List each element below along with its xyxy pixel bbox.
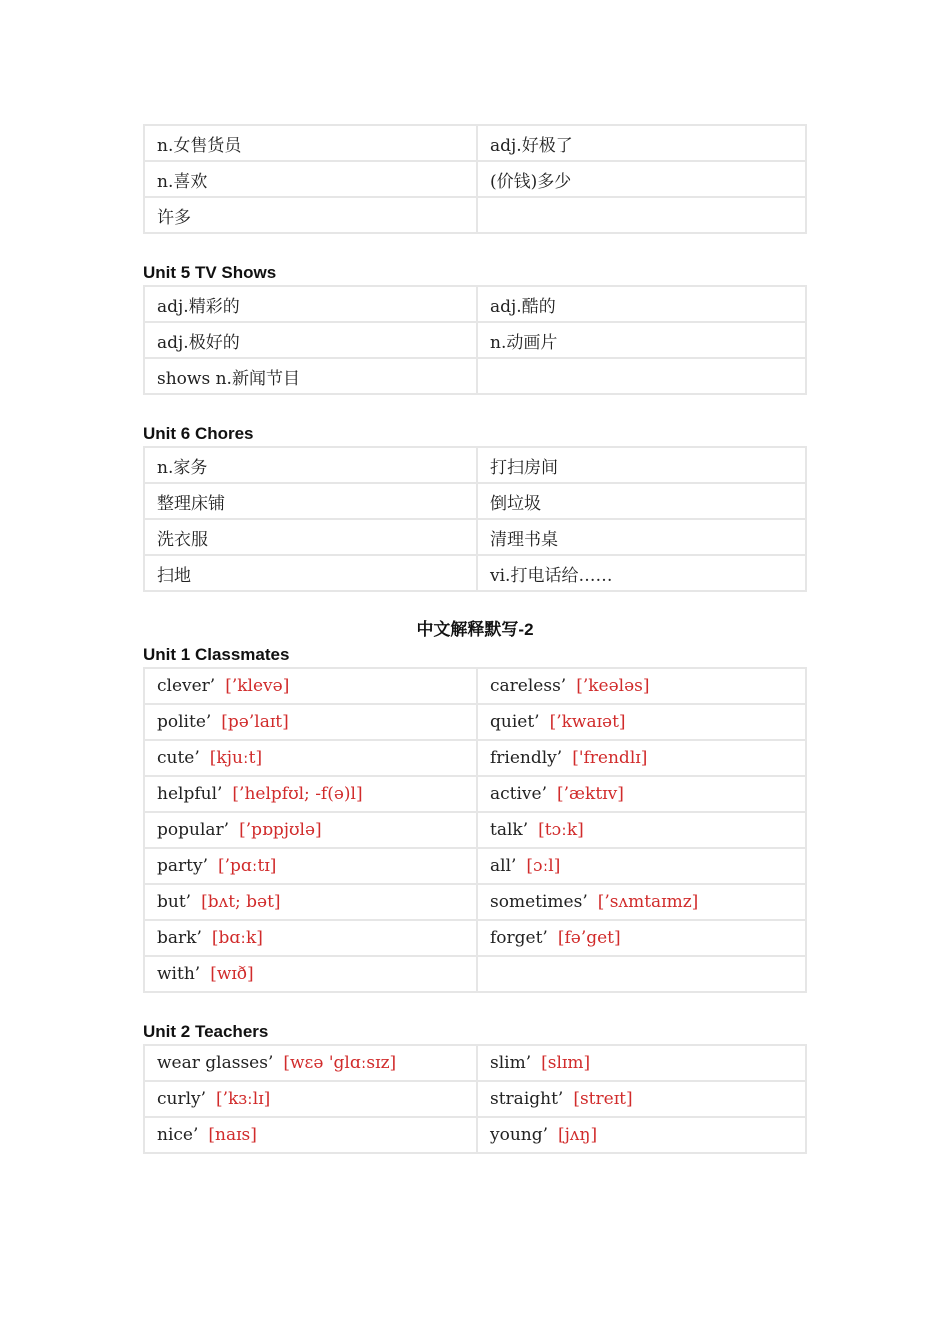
word: popular’	[157, 820, 230, 840]
phonetic: [kjuːt]	[209, 748, 263, 768]
phonetic: [slɪm]	[541, 1053, 591, 1073]
table-cell: 打扫房间	[477, 447, 806, 483]
table-row	[144, 812, 806, 848]
phonetic: [bʌt; bət]	[201, 892, 281, 912]
table-cell: n.动画片	[477, 322, 806, 358]
table-cell	[477, 776, 806, 812]
table-cell	[477, 956, 806, 992]
table-cell: adj.好极了	[477, 125, 806, 161]
table-cell: adj.精彩的	[144, 286, 477, 322]
word: helpful’	[157, 784, 223, 804]
table-cell: shows n.新闻节目	[144, 358, 477, 394]
word: friendly’	[490, 748, 563, 768]
table-row	[144, 555, 806, 591]
table-row	[144, 920, 806, 956]
table-cell: 倒垃圾	[477, 483, 806, 519]
phonetic: [’æktɪv]	[557, 784, 624, 804]
table-cell	[477, 884, 806, 920]
table-cell	[144, 704, 477, 740]
word: curly’	[157, 1089, 207, 1109]
table-cell	[144, 668, 477, 704]
phonetic: [tɔːk]	[538, 820, 584, 840]
table-cell	[477, 1081, 806, 1117]
unit2-heading: Unit 2 Teachers	[143, 1022, 269, 1041]
table-cell: 扫地	[144, 555, 477, 591]
vocab-table-unit2	[143, 1044, 807, 1154]
table-cell: adj.酷的	[477, 286, 806, 322]
table-row	[144, 161, 806, 197]
table-cell: adj.极好的	[144, 322, 477, 358]
table-cell: n.家务	[144, 447, 477, 483]
table-cell: vi.打电话给……	[477, 555, 806, 591]
word: quiet’	[490, 712, 540, 732]
table-cell: n.喜欢	[144, 161, 477, 197]
document-page	[143, 124, 807, 1154]
table-cell	[477, 704, 806, 740]
table-cell	[477, 1045, 806, 1081]
table-cell	[477, 668, 806, 704]
word: active’	[490, 784, 547, 804]
word: bark’	[157, 928, 202, 948]
table-cell	[144, 956, 477, 992]
word: party’	[157, 856, 208, 876]
word: straight’	[490, 1089, 564, 1109]
table-cell	[144, 1081, 477, 1117]
table-cell	[144, 776, 477, 812]
table-row	[144, 519, 806, 555]
phonetic: [streɪt]	[573, 1089, 633, 1109]
word: cute’	[157, 748, 200, 768]
table-row	[144, 197, 806, 233]
table-cell: 许多	[144, 197, 477, 233]
table-cell	[144, 740, 477, 776]
table-cell: (价钱)多少	[477, 161, 806, 197]
phonetic: [wɛə 'glɑːsɪz]	[283, 1053, 397, 1073]
vocab-table-a	[143, 124, 807, 234]
phonetic: [’pɒpjʊlə]	[239, 820, 322, 840]
table-cell	[144, 884, 477, 920]
table-row	[144, 848, 806, 884]
phonetic: [fə’get]	[557, 928, 621, 948]
word: young’	[490, 1125, 549, 1145]
unit5-heading: Unit 5 TV Shows	[143, 263, 277, 282]
word: wear glasses’	[157, 1053, 274, 1073]
table-row	[144, 1045, 806, 1081]
phonetic: [’klevə]	[225, 676, 290, 696]
table-cell	[477, 197, 806, 233]
table-cell	[477, 848, 806, 884]
table-cell	[144, 1045, 477, 1081]
table-row	[144, 740, 806, 776]
table-cell	[144, 848, 477, 884]
phonetic: [’kɜːlɪ]	[216, 1089, 271, 1109]
word: with’	[157, 964, 201, 984]
table-cell	[477, 740, 806, 776]
word: nice’	[157, 1125, 199, 1145]
phonetic: [jʌŋ]	[558, 1125, 598, 1145]
table-cell: 整理床铺	[144, 483, 477, 519]
table-row	[144, 286, 806, 322]
phonetic: [’kwaɪət]	[549, 712, 626, 732]
table-cell	[477, 1117, 806, 1153]
phonetic: [naɪs]	[208, 1125, 257, 1145]
phonetic: [’pɑːtɪ]	[217, 856, 277, 876]
vocab-table-unit6	[143, 446, 807, 592]
table-row	[144, 884, 806, 920]
vocab-table-unit5	[143, 285, 807, 395]
table-cell	[144, 812, 477, 848]
word: careless’	[490, 676, 567, 696]
table-row	[144, 776, 806, 812]
table-row	[144, 1081, 806, 1117]
table-cell	[477, 812, 806, 848]
word: but’	[157, 892, 192, 912]
word: talk’	[490, 820, 529, 840]
phonetic: [bɑːk]	[211, 928, 263, 948]
word: slim’	[490, 1053, 532, 1073]
word: polite’	[157, 712, 212, 732]
phonetic: [’sʌmtaɪmz]	[597, 892, 699, 912]
table-cell	[477, 358, 806, 394]
table-cell: n.女售货员	[144, 125, 477, 161]
word: forget’	[490, 928, 548, 948]
phonetic: [’helpfʊl; -f(ə)l]	[232, 784, 363, 804]
table-cell: 洗衣服	[144, 519, 477, 555]
table-row	[144, 322, 806, 358]
table-row	[144, 358, 806, 394]
table-row	[144, 447, 806, 483]
vocab-table-unit1	[143, 667, 807, 993]
section-title: 中文解释默写-2	[416, 620, 534, 639]
phonetic: ['frendlɪ]	[572, 748, 648, 768]
table-row	[144, 1117, 806, 1153]
word: sometimes’	[490, 892, 588, 912]
unit1-heading: Unit 1 Classmates	[143, 645, 290, 664]
phonetic: [’keələs]	[576, 676, 650, 696]
table-cell	[144, 1117, 477, 1153]
table-row	[144, 956, 806, 992]
phonetic: [wɪð]	[210, 964, 254, 984]
phonetic: [pə’laɪt]	[221, 712, 289, 732]
table-row	[144, 704, 806, 740]
table-cell	[477, 920, 806, 956]
table-row	[144, 483, 806, 519]
word: clever’	[157, 676, 216, 696]
table-cell: 清理书桌	[477, 519, 806, 555]
phonetic: [ɔːl]	[526, 856, 561, 876]
table-row	[144, 125, 806, 161]
word: all’	[490, 856, 517, 876]
unit6-heading: Unit 6 Chores	[143, 424, 254, 443]
table-cell	[144, 920, 477, 956]
table-row	[144, 668, 806, 704]
